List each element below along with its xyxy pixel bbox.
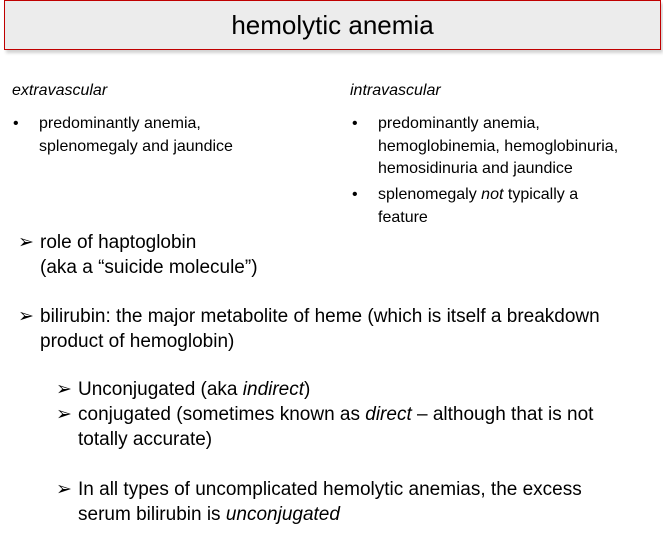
intravascular-bullet-2-line2: feature [378, 208, 428, 226]
intravascular-bullet-1-line3: hemosidinuria and jaundice [378, 160, 573, 177]
bullet-dot: • [352, 186, 358, 203]
uncomplicated-line2: serum bilirubin is unconjugated [78, 503, 340, 525]
arrow-bullet-icon: ➢ [56, 479, 72, 500]
slide-title: hemolytic anemia [231, 10, 434, 40]
conjugated-line1: conjugated (sometimes known as direct – although that is not [78, 404, 594, 425]
conjugated-line2: totally accurate) [78, 428, 213, 450]
arrow-bullet-icon: ➢ [56, 404, 72, 425]
haptoglobin-line1: role of haptoglobin [40, 232, 197, 253]
arrow-bullet-icon: ➢ [18, 232, 34, 253]
title-bar [4, 0, 661, 50]
arrow-bullet-icon: ➢ [56, 379, 72, 400]
haptoglobin-line2: (aka a “suicide molecule”) [40, 256, 258, 278]
intravascular-bullet-1-line1: predominantly anemia, [378, 115, 540, 132]
intravascular-bullet-1-line2: hemoglobinemia, hemoglobinuria, [378, 137, 619, 155]
extravascular-heading: extravascular [12, 82, 108, 99]
arrow-bullet-icon: ➢ [18, 306, 34, 327]
intravascular-bullet-2-line1: splenomegaly not typically a [378, 186, 579, 203]
bullet-dot: • [13, 115, 19, 132]
uncomplicated-line1: In all types of uncomplicated hemolytic anemias, the excess [78, 479, 582, 500]
bilirubin-line1: bilirubin: the major metabolite of heme (which is itself a breakdown [40, 306, 600, 327]
bullet-dot: • [352, 115, 358, 132]
extravascular-bullet-line2: splenomegaly and jaundice [39, 137, 233, 155]
bilirubin-line2: product of hemoglobin) [40, 330, 235, 352]
unconjugated-line: Unconjugated (aka indirect) [78, 379, 311, 400]
extravascular-bullet-line1: predominantly anemia, [39, 115, 201, 132]
intravascular-heading: intravascular [350, 82, 441, 99]
